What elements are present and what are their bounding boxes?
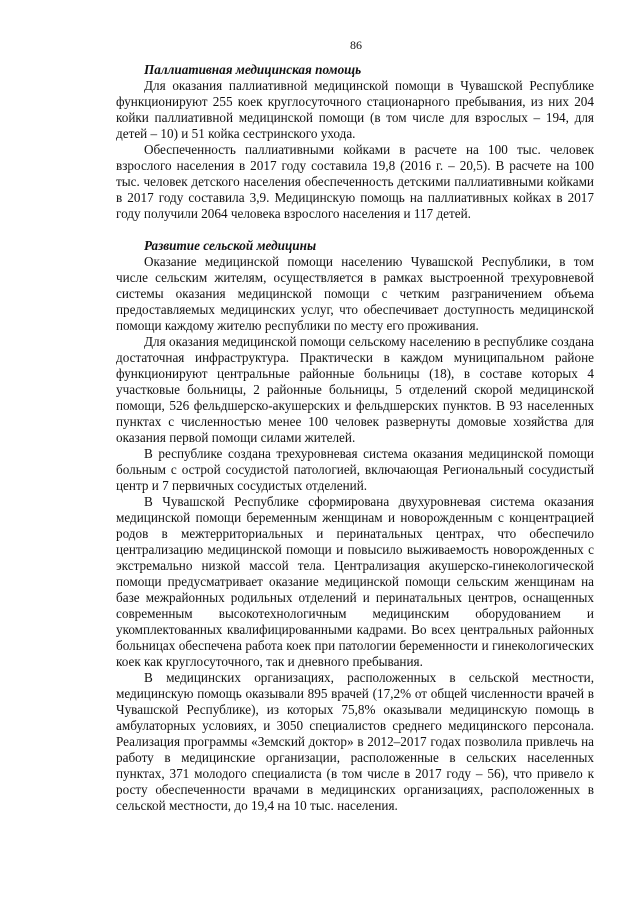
paragraph-three-level-system: Оказание медицинской помощи населению Чувашской Республики, в том числе сельским жителям, осуществляется в рамках выстроенной трехуровневой системы оказания медицинской помощи с четким разграничением объема предоставляемых медицинских услуг, что обеспечивает доступность медицинской помощи каждому жителю республики по месту его проживания. [116,254,594,333]
section-title-palliative-care: Паллиативная медицинская помощь [144,62,362,77]
section-rural-medicine [116,238,594,814]
paragraph-infrastructure: Для оказания медицинской помощи сельскому населению в республике создана достаточная инфраструктура. Практически в каждом муниципальном районе функционируют центральные районные больницы (18), в составе которых 4 участковые больницы, 2 районные больницы, 5 отделений скорой медицинской помощи, 526 фельдшерско-акушерских и фельдшерских пунктов. В 93 населенных пунктах с численностью менее 100 человек развернуты домовые хозяйства для оказания первой помощи силами жителей. [116,334,594,445]
page-number: 86 [350,38,362,52]
paragraph-vascular-care: В республике создана трехуровневая система оказания медицинской помощи больным с острой сосудистой патологией, включающая Региональный сосудистый центр и 7 первичных сосудистых отделений. [116,446,594,493]
paragraph-maternal-care: В Чувашской Республике сформирована двухуровневая система оказания медицинской помощи беременным женщинам и новорожденным с концентрацией родов в межтерриториальных и перинатальных центрах, что обеспечило централизацию медицинской помощи и повысило выживаемость новорожденных с экстремально низкой массой тела. Централизация акушерско-гинекологической помощи предусматривает оказание медицинской помощи сельским женщинам на базе межрайонных родильных отделений и перинатальных центров, оснащенных современным высокотехнологичным медицинским оборудованием и укомплектованных квалифицированными кадрами. Во всех центральных районных больницах обеспечена работа коек при патологии беременности и гинекологических коек как круглосуточного, так и дневного пребывания. [116,494,594,669]
section-title-rural-medicine: Развитие сельской медицины [144,238,317,253]
document-page [116,38,594,814]
paragraph-palliative-coverage: Обеспеченность паллиативными койками в расчете на 100 тыс. человек взрослого населения в 2017 году составила 19,8 (2016 г. – 20,5). В расчете на 100 тыс. человек детского населения обеспеченность детскими паллиативными койками в 2017 году составила 3,9. Медицинскую помощь на паллиативных койках в 2017 году получили 2064 человека взрослого населения и 117 детей. [116,142,594,221]
paragraph-rural-staff: В медицинских организациях, расположенных в сельской местности, медицинскую помощь оказывали 895 врачей (17,2% от общей численности врачей в Чувашской Республике), из которых 75,8% оказывали медицинскую помощь в амбулаторных условиях, и 3050 специалистов среднего медицинского персонала. Реализация программы «Земский доктор» в 2012–2017 годах позволила привлечь на работу в медицинские организации, расположенные в сельских населенных пунктах, 371 молодого специалиста (в том числе в 2017 году – 56), что привело к росту обеспеченности врачами в медицинских организациях, расположенных в сельской местности, до 19,4 на 10 тыс. населения. [116,670,594,813]
paragraph-palliative-beds: Для оказания паллиативной медицинской помощи в Чувашской Республике функционируют 255 коек круглосуточного стационарного пребывания, из них 204 койки паллиативной медицинской помощи (в том числе для взрослых – 194, для детей – 10) и 51 койка сестринского ухода. [116,78,594,141]
section-palliative-care [116,62,594,222]
section-spacer [116,222,594,238]
